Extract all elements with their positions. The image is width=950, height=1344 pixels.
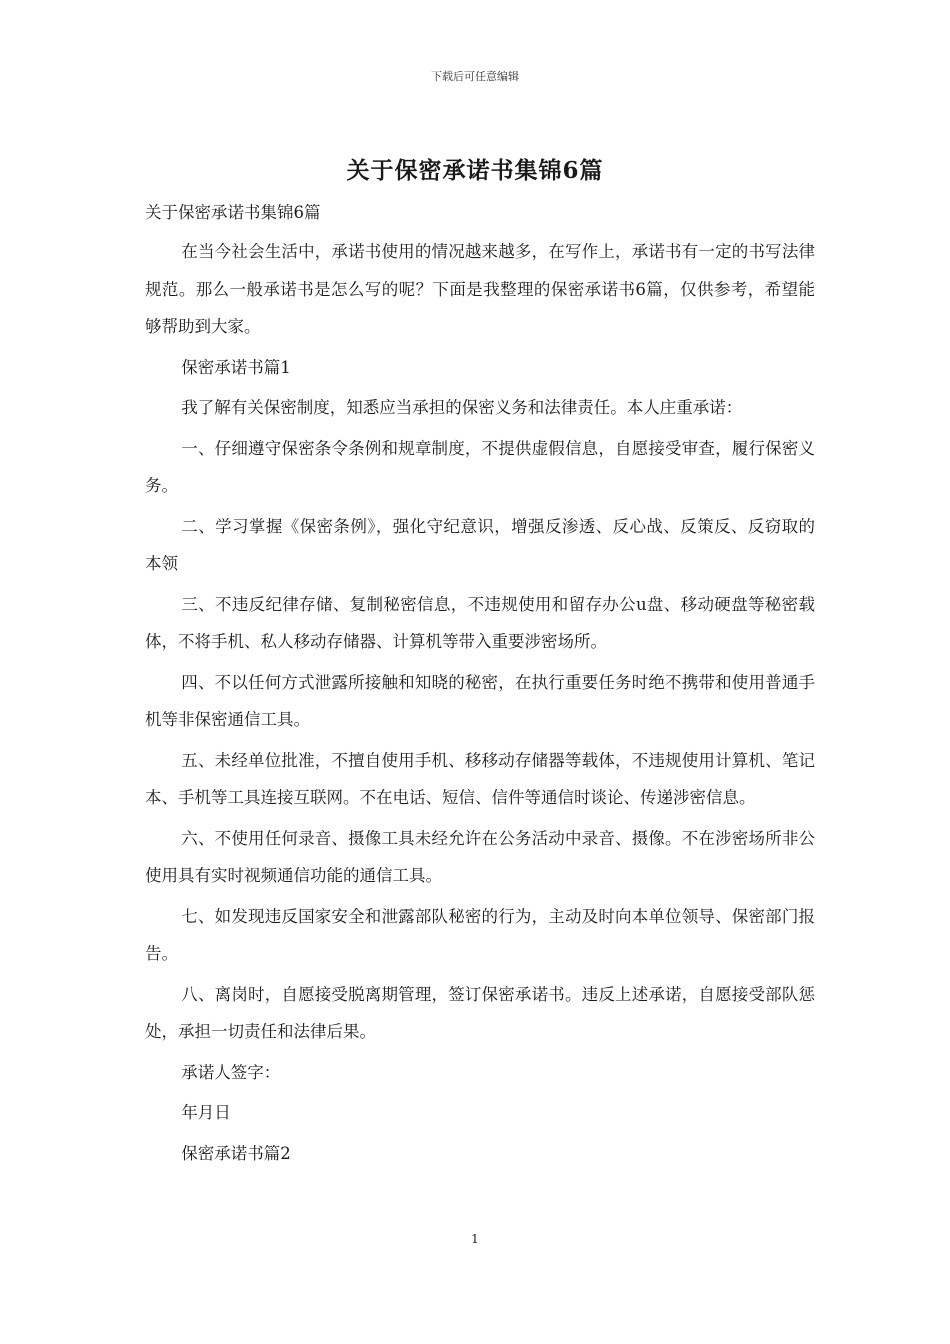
pledge-item-4: 四、不以任何方式泄露所接触和知晓的秘密，在执行重要任务时绝不携带和使用普通手机等非保密通信工具。 xyxy=(145,672,815,729)
document-body xyxy=(145,233,815,1175)
pledge-intro: 我了解有关保密制度，知悉应当承担的保密义务和法律责任。本人庄重承诺： xyxy=(181,398,743,417)
pledge-item-8: 八、离岗时，自愿接受脱离期管理，签订保密承诺书。违反上述承诺，自愿接受部队惩处，承担一切责任和法律后果。 xyxy=(145,984,815,1041)
document-subtitle: 关于保密承诺书集锦6篇 xyxy=(145,203,321,222)
date-line: 年月日 xyxy=(181,1103,231,1122)
section-heading-1: 保密承诺书篇1 xyxy=(181,357,291,377)
pledge-item-7: 七、如发现违反国家安全和泄露部队秘密的行为，主动及时向本单位领导、保密部门报告。 xyxy=(145,906,815,963)
intro-paragraph: 在当今社会生活中，承诺书使用的情况越来越多，在写作上，承诺书有一定的书写法律规范。那么一般承诺书是怎么写的呢？下面是我整理的保密承诺书6篇，仅供参考，希望能够帮助到大家。 xyxy=(145,242,815,336)
pledge-item-5: 五、未经单位批准，不擅自使用手机、移移动存储器等载体，不违规使用计算机、笔记本、手机等工具连接互联网。不在电话、短信、信件等通信时谈论、传递涉密信息。 xyxy=(145,750,815,807)
pledge-item-1: 一、仔细遵守保密条令条例和规章制度，不提供虚假信息，自愿接受审查，履行保密义务。 xyxy=(145,438,815,495)
pledge-item-2: 二、学习掌握《保密条例》，强化守纪意识，增强反渗透、反心战、反策反、反窃取的本领 xyxy=(145,516,815,573)
section-heading-2: 保密承诺书篇2 xyxy=(181,1143,291,1163)
header-note: 下载后可任意编辑 xyxy=(431,70,519,83)
page-number: 1 xyxy=(471,1232,479,1246)
signature-line: 承诺人签字： xyxy=(181,1062,281,1082)
document-title: 关于保密承诺书集锦6篇 xyxy=(346,157,604,184)
pledge-item-6: 六、不使用任何录音、摄像工具未经允许在公务活动中录音、摄像。不在涉密场所非公使用具有实时视频通信功能的通信工具。 xyxy=(145,828,815,885)
pledge-item-3: 三、不违反纪律存储、复制秘密信息，不违规使用和留存办公u盘、移动硬盘等秘密载体，不将手机、私人移动存储器、计算机等带入重要涉密场所。 xyxy=(145,594,815,651)
